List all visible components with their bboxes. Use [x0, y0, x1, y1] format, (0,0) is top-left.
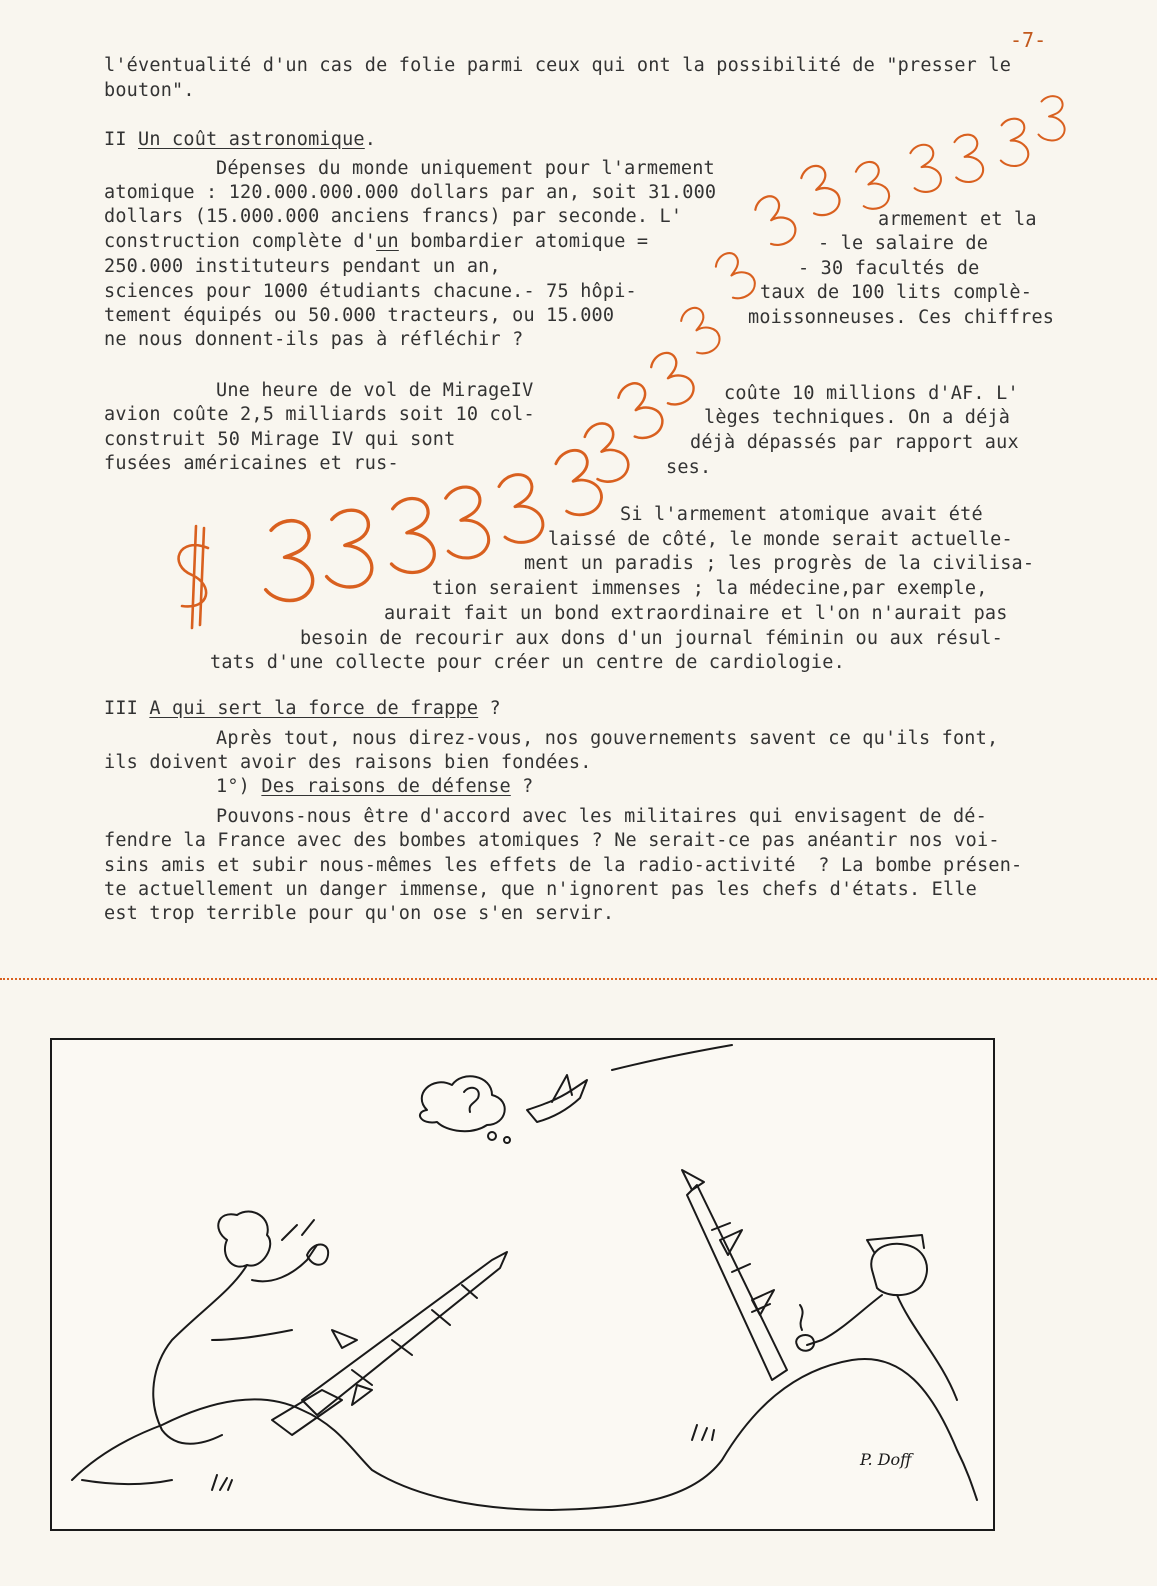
hill-detail: [82, 1480, 172, 1484]
thought-bubble: [504, 1137, 510, 1143]
question-mark: [464, 1088, 479, 1112]
handwritten-three: [549, 446, 605, 520]
text-line: tion seraient immenses ; la médecine,par exemple,: [432, 578, 988, 599]
right-figure-back: [897, 1295, 957, 1400]
text-line: besoin de recourir aux dons d'un journal féminin ou aux résul-: [300, 628, 1003, 649]
grass-tuft: [692, 1425, 714, 1440]
text-line: lèges techniques. On a déjà: [704, 407, 1011, 428]
right-rocket-tip: [682, 1170, 704, 1190]
underlined-word: un: [376, 231, 399, 252]
text-fragment: 1°): [216, 776, 262, 797]
dollar-bar: [200, 528, 204, 625]
bird-body: [527, 1080, 587, 1122]
text-line: coûte 10 millions d'AF. L': [724, 383, 1019, 404]
text-line: fusées américaines et rus-: [104, 453, 399, 474]
section-number: II: [104, 129, 139, 150]
handwritten-three: [645, 348, 699, 410]
thought-cloud: [420, 1076, 505, 1131]
right-figure-arm: [807, 1295, 882, 1345]
cartoon-drawing: [52, 1040, 995, 1531]
text-line: avion coûte 2,5 milliards soit 10 col-: [104, 404, 535, 425]
text-line: ses.: [666, 457, 712, 478]
handwritten-three: [796, 162, 844, 220]
dotted-separator: [0, 978, 1157, 980]
hill-outline: [72, 1359, 977, 1510]
left-figure-head: [218, 1212, 270, 1267]
text-line: sins amis et subir nous-mêmes les effets de la radio-activité ? La bombe présen-: [104, 855, 1023, 876]
right-figure-head: [871, 1244, 927, 1295]
text-line: déjà dépassés par rapport aux: [690, 432, 1019, 453]
text-line: fendre la France avec des bombes atomiques ? Ne serait-ce pas anéantir nos voi-: [104, 830, 1000, 851]
right-rocket-body: [687, 1185, 787, 1380]
text-line: tats d'une collecte pour créer un centre de cardiologie.: [210, 652, 845, 673]
artist-signature: P. Doff: [860, 1450, 912, 1469]
left-figure-body: [153, 1265, 247, 1444]
text-line: atomique : 120.000.000.000 dollars par an, soit 31.000: [104, 182, 717, 203]
text-line: - 30 facultés de: [798, 258, 980, 279]
text-line: ne nous donnent-ils pas à réfléchir ?: [104, 329, 524, 350]
dollar-s-shape: [179, 545, 208, 606]
section-heading-3: [104, 697, 501, 721]
dollar-bar: [192, 526, 196, 628]
handwritten-three: [906, 142, 943, 194]
handwritten-three: [851, 159, 892, 213]
cartoon-illustration: [50, 1038, 995, 1531]
text-line: bouton".: [104, 80, 195, 101]
match-smoke: [800, 1305, 803, 1330]
text-line: aurait fait un bond extraordinaire et l'on n'aurait pas: [384, 603, 1008, 624]
handwritten-three: [710, 248, 760, 303]
handwritten-three: [387, 497, 436, 574]
section-punct: .: [364, 129, 377, 150]
section-title: Un coût astronomique: [138, 129, 365, 150]
text-line: 250.000 instituteurs pendant un an,: [104, 256, 501, 277]
text-line: Si l'armement atomique avait été: [620, 504, 983, 525]
handwritten-three: [327, 510, 372, 587]
text-line: armement et la: [878, 209, 1037, 230]
text-line: Pouvons-nous être d'accord avec les militaires qui envisagent de dé-: [216, 806, 987, 827]
text-fragment: construction complète d': [104, 231, 377, 252]
text-fragment: bombardier atomique =: [398, 231, 649, 252]
text-line: ment un paradis ; les progrès de la civilisa-: [524, 553, 1035, 574]
section-title: A qui sert la force de frappe: [149, 698, 479, 719]
text-line: construit 50 Mirage IV qui sont: [104, 429, 456, 450]
left-rocket-bands: [352, 1285, 477, 1385]
bird-wing: [552, 1075, 572, 1102]
left-figure-arm: [252, 1245, 317, 1281]
text-fragment: ?: [510, 776, 534, 797]
text-line: - le salaire de: [818, 233, 989, 254]
underlined-phrase: Des raisons de défense: [261, 776, 511, 797]
handwritten-three: [266, 521, 313, 601]
left-rocket-fins: [332, 1330, 372, 1405]
text-line: Après tout, nous direz-vous, nos gouvernements savent ce qu'ils font,: [216, 728, 999, 749]
handwritten-three: [493, 471, 546, 546]
motion-lines: [282, 1220, 314, 1240]
section-heading-2: [104, 128, 376, 152]
text-line: l'éventualité d'un cas de folie parmi ceux qui ont la possibilité de "presser le: [104, 55, 1012, 76]
right-rocket-fins: [720, 1230, 774, 1315]
page-number: -7-: [1010, 28, 1047, 52]
text-line: laissé de côté, le monde serait actuelle-: [548, 529, 1013, 550]
text-line: ils doivent avoir des raisons bien fondées.: [104, 752, 592, 773]
section-number: III: [104, 698, 150, 719]
handwritten-three: [675, 303, 724, 358]
bird-flight-line: [612, 1045, 732, 1070]
grass-tuft: [212, 1475, 232, 1490]
handwritten-three: [998, 118, 1029, 167]
handwritten-three: [950, 133, 984, 184]
handwritten-three: [749, 191, 800, 249]
text-line: Dépenses du monde uniquement pour l'armement: [216, 158, 715, 179]
handwritten-three: [1039, 96, 1065, 140]
left-rocket-body: [302, 1252, 507, 1415]
text-line: moissonneuses. Ces chiffres: [748, 307, 1055, 328]
text-line: dollars (15.000.000 anciens francs) par seconde. L': [104, 206, 683, 227]
handwritten-three: [440, 485, 491, 561]
text-line: [104, 230, 648, 254]
text-line: te actuellement un danger immense, que n'ignorent pas les chefs d'états. Elle: [104, 879, 978, 900]
text-line: taux de 100 lits complè-: [760, 282, 1033, 303]
text-line: sciences pour 1000 étudiants chacune.- 75 hôpi-: [104, 281, 637, 302]
left-figure-arm2: [212, 1330, 292, 1340]
section-punct: ?: [478, 698, 501, 719]
text-line: Une heure de vol de MirageIV: [216, 380, 534, 401]
text-line: tement équipés ou 50.000 tracteurs, ou 15.000: [104, 305, 615, 326]
handwritten-three: [612, 378, 668, 443]
text-line: est trop terrible pour qu'on ose s'en servir.: [104, 903, 615, 924]
thought-bubble: [488, 1132, 496, 1140]
subheading: [216, 775, 533, 799]
handwritten-three: [578, 419, 632, 487]
